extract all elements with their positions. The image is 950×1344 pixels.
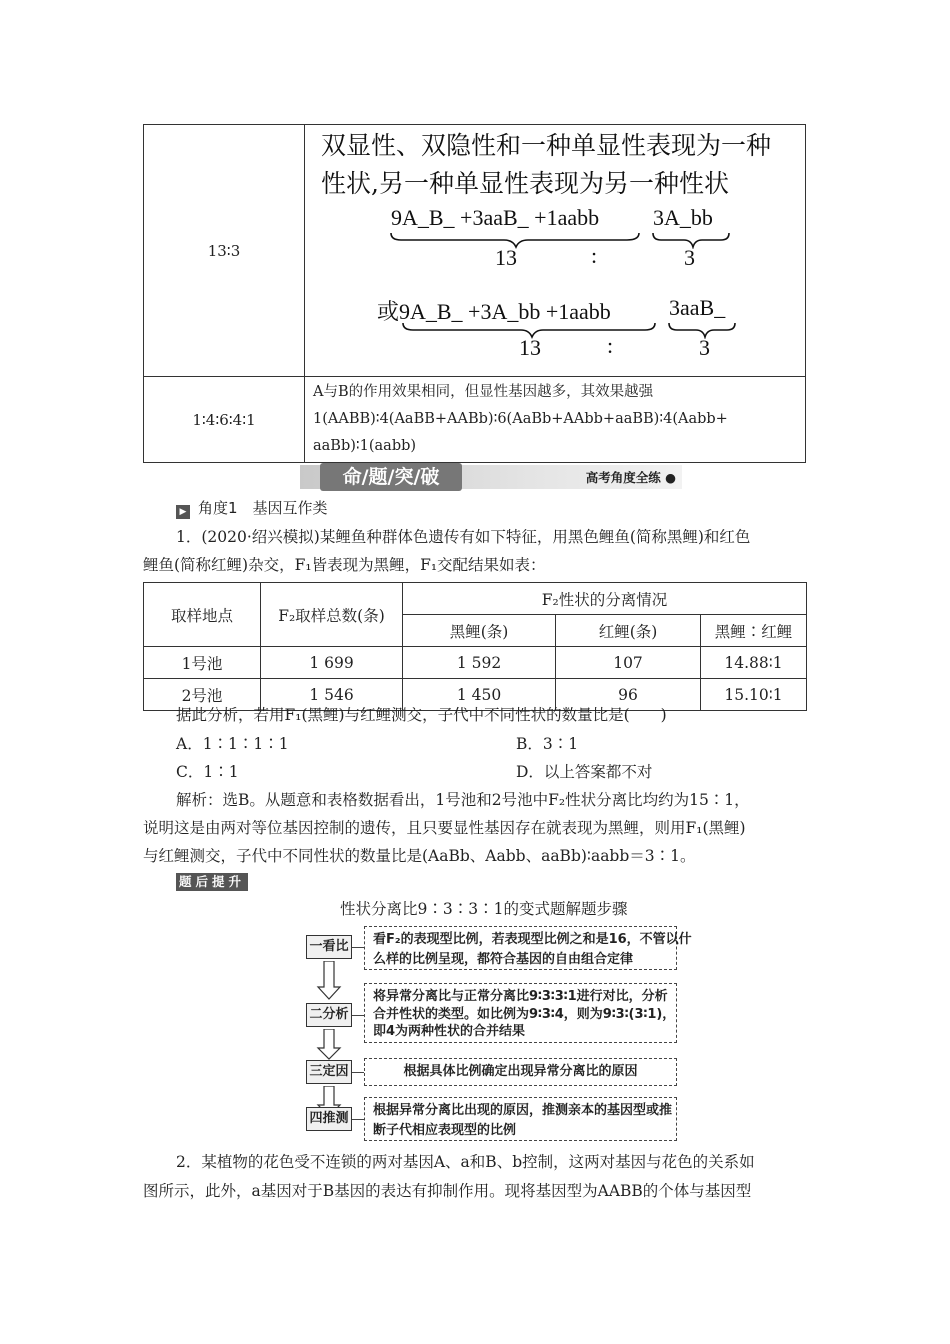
formula2-right: 3aaB_ [669, 295, 726, 320]
step1-text1: 看F₂的表现型比例，若表现型比例之和是16，不管以什 [373, 932, 692, 947]
row2-line-3: aaBb)∶1(aabb) [313, 438, 417, 454]
cell-red: 96 [556, 679, 701, 711]
q1-line-2: 鲤鱼(简称红鲤)杂交，F₁皆表现为黑鲤，F₁交配结果如表： [143, 556, 546, 574]
table-row [144, 647, 807, 679]
step-box-4 [364, 1097, 677, 1141]
desc-line-2: 性状,另一种单显性表现为另一种性状 [321, 169, 729, 198]
step-box-1 [364, 926, 692, 970]
formula1-right: 3A_bb [653, 205, 713, 230]
option-d: D．以上答案都不对 [516, 763, 653, 781]
q2-line-2: 图所示，此外，a基因对于B基因的表达有抑制作用。现将基因型为AABB的个体与基因型 [143, 1182, 752, 1200]
tip-tag [176, 873, 248, 891]
banner-title-plate [320, 463, 462, 491]
th-total: F₂取样总数(条) [261, 583, 403, 647]
ratio-cell-13-3 [144, 125, 305, 377]
step-box-2 [364, 983, 677, 1043]
formula1-num-right: 3 [684, 245, 695, 270]
q2-line-1: 2．某植物的花色受不连锁的两对基因A、a和B、b控制，这两对基因与花色的关系如 [176, 1153, 755, 1171]
step-label-4: 四推测 [306, 1107, 352, 1131]
step-label-2: 二分析 [306, 1003, 352, 1027]
play-icon: ▶ [176, 505, 190, 519]
q1-line-1: 1．(2020·绍兴模拟)某鲤鱼种群体色遗传有如下特征，用黑色鲤鱼(简称黑鲤)和红色 [176, 528, 751, 546]
link-3 [352, 1072, 364, 1073]
step2-text2: 合并性状的类型。如比例为9∶3∶4，则为9∶3∶(3∶1)， [373, 1006, 676, 1022]
cell-red: 107 [556, 647, 701, 679]
option-c: C．1∶1 [176, 763, 239, 781]
step2-text1: 将异常分离比与正常分离比9∶3∶3∶1进行对比，分析 [373, 989, 668, 1004]
ratio-text: 1∶4∶6∶4∶1 [192, 410, 256, 429]
ratio-desc-cell-2 [305, 377, 806, 463]
th-black: 黑鲤(条) [403, 615, 556, 647]
ratio-table [143, 124, 806, 463]
th-group: F₂性状的分离情况 [403, 583, 807, 615]
formula2-left: 或9A_B_ +3A_bb +1aabb [377, 299, 611, 324]
step1-text2: 么样的比例呈现，都符合基因的自由组合定律 [373, 952, 634, 967]
th-red: 红鲤(条) [556, 615, 701, 647]
option-b: B．3∶1 [516, 735, 579, 753]
step4-text1: 根据异常分离比出现的原因，推测亲本的基因型或推 [373, 1103, 673, 1118]
banner-right [586, 468, 676, 486]
bullet-icon: ● [660, 470, 676, 485]
tip-tag-text: 题后提升 [179, 874, 246, 889]
angle-label: 角度1 基因互作类 [198, 499, 328, 517]
step3-text1: 根据具体比例确定出现异常分离比的原因 [403, 1064, 638, 1079]
desc-line-1: 双显性、双隐性和一种单显性表现为一种 [321, 131, 772, 160]
formula2-num-right: 3 [699, 335, 710, 360]
link-4 [352, 1119, 364, 1120]
angle-heading [176, 497, 328, 519]
answer-line-2: 说明这是由两对等位基因控制的遗传，且只要显性基因存在就表现为黑鲤，则用F₁(黑鲤) [143, 819, 746, 837]
formula2-num-left: 13 [519, 335, 541, 360]
step-label-1: 一看比 [306, 935, 352, 959]
link-1 [352, 947, 364, 948]
section-banner [300, 465, 682, 489]
formula1-left: 9A_B_ +3aaB_ +1aabb [391, 205, 600, 230]
formula2-braces [401, 321, 746, 339]
formula1-braces [389, 231, 734, 249]
answer-line-1: 解析：选B。从题意和表格数据看出，1号池和2号池中F₂性状分离比均约为15∶1， [176, 791, 750, 809]
step-label-3: 三定因 [306, 1060, 352, 1084]
cell-black: 1 592 [403, 647, 556, 679]
answer-line-3: 与红鲤测交，子代中不同性状的数量比是(AaBb、Aabb、aaBb)∶aabb＝3∶1。 [143, 847, 696, 865]
formula2-colon: : [607, 333, 614, 358]
fish-table [143, 582, 807, 711]
step2-text3: 即4为两种性状的合并结果 [373, 1024, 526, 1039]
cell-site: 1号池 [144, 647, 261, 679]
formula1-num-left: 13 [495, 245, 517, 270]
step4-text2: 断子代相应表现型的比例 [373, 1123, 517, 1138]
arrow-down-icon [316, 961, 342, 1001]
step-box-3 [364, 1058, 677, 1086]
ratio-desc-cell [305, 125, 806, 377]
ratio-text: 13∶3 [207, 241, 241, 260]
cell-total: 1 699 [261, 647, 403, 679]
cell-ratio: 15.10∶1 [701, 679, 807, 711]
cell-ratio: 14.88∶1 [701, 647, 807, 679]
ratio-cell-14641 [144, 377, 305, 463]
banner-title: 命/题/突/破 [342, 466, 440, 488]
row2-line-1: A与B的作用效果相同，但显性基因越多，其效果越强 [313, 384, 654, 400]
th-ratio: 黑鲤∶红鲤 [701, 615, 807, 647]
row2-line-2: 1(AABB)∶4(AaBB+AABb)∶6(AaBb+AAbb+aaBB)∶4(Aabb+ [313, 411, 728, 427]
q1-stem: 据此分析，若用F₁(黑鲤)与红鲤测交，子代中不同性状的数量比是( ) [176, 706, 667, 724]
formula1-colon: : [591, 243, 598, 268]
arrow-down-icon [316, 1029, 342, 1061]
link-2 [352, 1015, 364, 1016]
banner-right-text: 高考角度全练 [585, 470, 661, 485]
option-a: A．1∶1∶1∶1 [176, 735, 289, 753]
cell-site: 2号池 [144, 679, 261, 711]
cell-total: 1 546 [261, 679, 403, 711]
tip-title: 性状分离比9∶3∶3∶1的变式题解题步骤 [340, 900, 628, 918]
th-site: 取样地点 [144, 583, 261, 647]
cell-black: 1 450 [403, 679, 556, 711]
